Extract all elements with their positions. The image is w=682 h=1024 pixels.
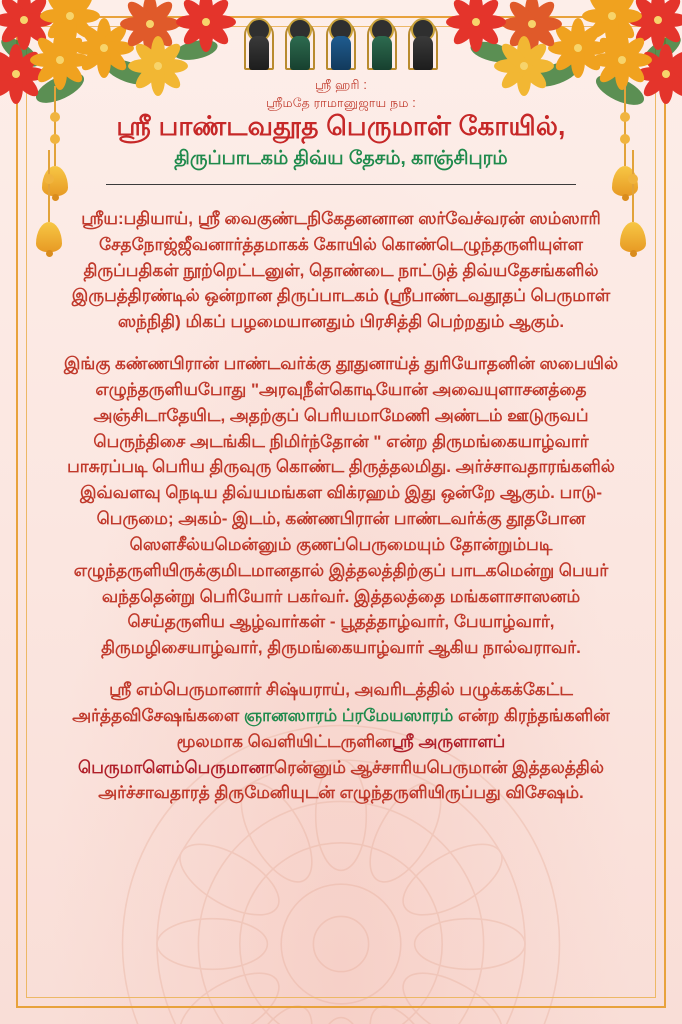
- paragraph-2: இங்கு கண்ணபிரான் பாண்டவர்க்கு தூதுனாய்த் துரியோதனின் ஸபையில் எழுந்தருளியபோது "அரவுநீள்கொடியோன் அவையுளாசனத்தை அஞ்சிடாதேயிட, அதற்குப் பெரியமாமேணி அண்டம் ஊடுருவப் பெருந்திசை அடங்கிட நிமிர்ந்தோன் " என்ற திருமங்கையாழ்வார் பாசுரப்படி பெரிய திருவுரு கொண்ட திருத்தலமிது. அர்ச்சாவதாரங்களில் இவ்வளவு நெடிய திவ்யமங்கள விக்ரஹம் இது ஒன்றே ஆகும். பாடு-பெருமை; அகம்- இடம், கண்ணபிரான் பாண்டவர்க்கு தூதபோன ஸௌசீல்யமென்னும் குணப்பெருமையும் தோன்றும்படி எழுந்தருளியிருக்குமிடமானதால் இத்தலத்திற்குப் பாடகமென்று பெயர் வந்ததென்று பெரியோர் பகர்வர். இத்தலத்தை மங்களாசாஸனம் செய்தருளிய ஆழ்வார்கள் - பூதத்தாழ்வார், பேயாழ்வார், திருமழிசையாழ்வார், திருமங்கையாழ்வார் ஆகிய நால்வராவர்.: [63, 354, 619, 658]
- page-subtitle: திருப்பாடகம் திவ்ய தேசம், காஞ்சிபுரம்: [174, 148, 508, 170]
- invocation-line-2: ஸ்ரீமதே ராமானுஜாய நம :: [266, 96, 416, 111]
- title-divider: [106, 184, 576, 185]
- deity-figure-4: [365, 18, 399, 72]
- page-title: ஸ்ரீ பாண்டவதூத பெருமாள் கோயில்,: [116, 111, 566, 141]
- deity-figure-5: [406, 18, 440, 72]
- paragraph-3-highlight-texts: ஞானஸாரம் ப்ரமேயஸாரம்: [243, 705, 454, 725]
- title-block: [46, 110, 636, 185]
- deity-figure-2: [283, 18, 317, 72]
- paragraph-3: [56, 677, 626, 806]
- invocation-line-1: ஸ்ரீ ஹரி :: [314, 78, 368, 92]
- paragraph-3-part-c: என்ற கிரந்தங்களின் மூலமாக வெளியிட்டருளின: [176, 705, 610, 751]
- paragraph-3-part-a: ஸ்ரீ எம்பெருமானார் சிஷ்யராய், அவரிடத்தில் பழுக்கக்கேட்ட அர்த்தவிசேஷங்களை: [72, 680, 573, 725]
- invocation-block: [0, 76, 682, 112]
- deity-figure-3: [324, 18, 358, 72]
- paragraph-3-part-e: ரென்னும் ஆச்சாரியபெருமான் இத்தலத்தில் அர்ச்சாவதாரத் திருமேனியுடன் எழுந்தருளியிருப்பது விசேஷம்.: [98, 757, 604, 803]
- paragraph-3-highlight-acharya: ஸ்ரீ அருளாளப் பெருமாளெம்பெருமானா: [78, 731, 506, 777]
- paragraph-1: ஸ்ரீய:பதியாய், ஸ்ரீ வைகுண்டநிகேதனனான ஸர்வேச்வரன் ஸம்ஸாரி சேதநோஜ்ஜீவனார்த்தமாகக் கோயில் கொண்டெழுந்தருளியுள்ள திருப்பதிகள் நூற்றெட்டனுள், தொண்டை நாட்டுத் திவ்யதேசங்களில் இருபத்திரண்டில் ஒன்றான திருப்பாடகம் (ஸ்ரீபாண்டவதூதப் பெருமாள் ஸந்நிதி) மிகப் பழமையானதும் பிரசித்தி பெற்றதும் ஆகும்.: [71, 209, 611, 332]
- deity-figure-1: [242, 18, 276, 72]
- deity-figures-strip: [238, 14, 444, 72]
- body-content: [56, 206, 626, 806]
